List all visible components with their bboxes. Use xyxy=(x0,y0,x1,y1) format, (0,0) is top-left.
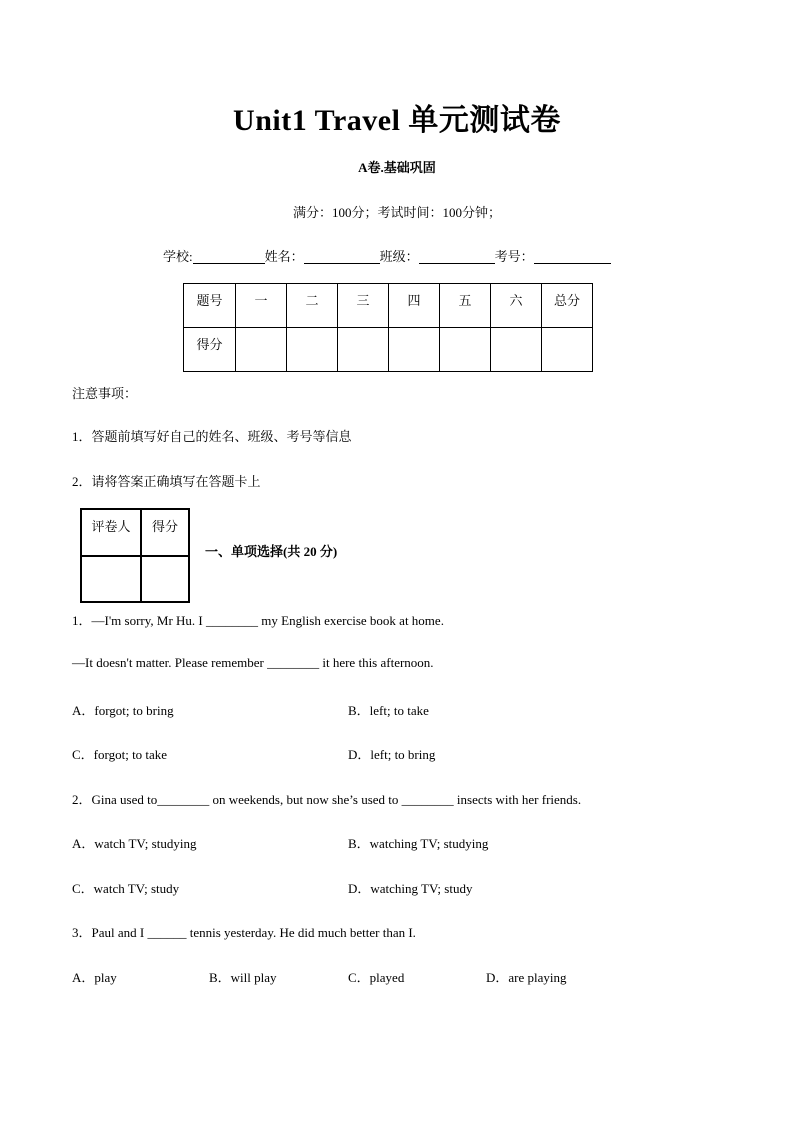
option-c: C．forgot; to take xyxy=(72,747,168,762)
class-field[interactable] xyxy=(419,249,495,264)
note-item: 2．请将答案正确填写在答题卡上 xyxy=(72,474,261,489)
score-header-cell: 六 xyxy=(491,284,542,328)
option-a: A．play xyxy=(72,970,117,985)
section-title: 一、单项选择(共 20 分) xyxy=(205,544,338,559)
student-info-line xyxy=(163,246,611,265)
score-table xyxy=(183,283,593,372)
score-cell[interactable] xyxy=(236,328,287,372)
score-cell[interactable] xyxy=(542,328,593,372)
score-header-cell: 一 xyxy=(236,284,287,328)
option-d: D．are playing xyxy=(486,970,567,985)
grader-score-cell[interactable] xyxy=(141,556,189,602)
option-b: B．watching TV; studying xyxy=(348,836,489,851)
name-label: 姓名： xyxy=(264,249,304,264)
exam-meta: 满分：100分；考试时间：100分钟； xyxy=(292,205,501,220)
grader-name-cell[interactable] xyxy=(81,556,141,602)
school-field[interactable] xyxy=(193,249,265,264)
exam-no-field[interactable] xyxy=(534,249,611,264)
name-field[interactable] xyxy=(304,249,380,264)
option-b: B．will play xyxy=(209,970,277,985)
school-label: 学校: xyxy=(163,249,193,264)
option-c: C．watch TV; study xyxy=(72,881,180,896)
score-table-header-row xyxy=(184,284,593,328)
score-row-label: 得分 xyxy=(184,328,236,372)
score-cell[interactable] xyxy=(389,328,440,372)
score-cell[interactable] xyxy=(440,328,491,372)
option-b: B．left; to take xyxy=(348,703,429,718)
score-header-cell: 三 xyxy=(338,284,389,328)
exam-no-label: 考号： xyxy=(494,249,534,264)
score-table-score-row xyxy=(184,328,593,372)
question-stem: 2．Gina used to________ on weekends, but now she’s used to ________ insects with her friends. xyxy=(72,792,582,807)
score-header-cell: 四 xyxy=(389,284,440,328)
question-stem: 1．—I'm sorry, Mr Hu. I ________ my English exercise book at home. xyxy=(72,613,444,628)
grader-box xyxy=(80,508,190,603)
question-stem-continued: —It doesn't matter. Please remember ________ it here this afternoon. xyxy=(72,655,434,670)
score-header-cell: 总分 xyxy=(542,284,593,328)
grader-score-label: 得分 xyxy=(141,509,189,556)
option-a: A．watch TV; studying xyxy=(72,836,197,851)
question-stem: 3．Paul and I ______ tennis yesterday. He did much better than I. xyxy=(72,925,416,940)
page-subtitle: A卷.基础巩固 xyxy=(358,160,436,175)
score-header-cell: 五 xyxy=(440,284,491,328)
score-header-cell: 二 xyxy=(287,284,338,328)
option-d: D．left; to bring xyxy=(348,747,436,762)
grader-label: 评卷人 xyxy=(81,509,141,556)
score-header-cell: 题号 xyxy=(184,284,236,328)
class-label: 班级： xyxy=(379,249,419,264)
score-cell[interactable] xyxy=(338,328,389,372)
notes-heading: 注意事项： xyxy=(72,386,138,401)
note-item: 1．答题前填写好自己的姓名、班级、考号等信息 xyxy=(72,429,352,444)
score-cell[interactable] xyxy=(287,328,338,372)
score-cell[interactable] xyxy=(491,328,542,372)
page-title: Unit1 Travel 单元测试卷 xyxy=(233,104,561,137)
option-a: A．forgot; to bring xyxy=(72,703,174,718)
option-d: D．watching TV; study xyxy=(348,881,473,896)
option-c: C．played xyxy=(348,970,405,985)
